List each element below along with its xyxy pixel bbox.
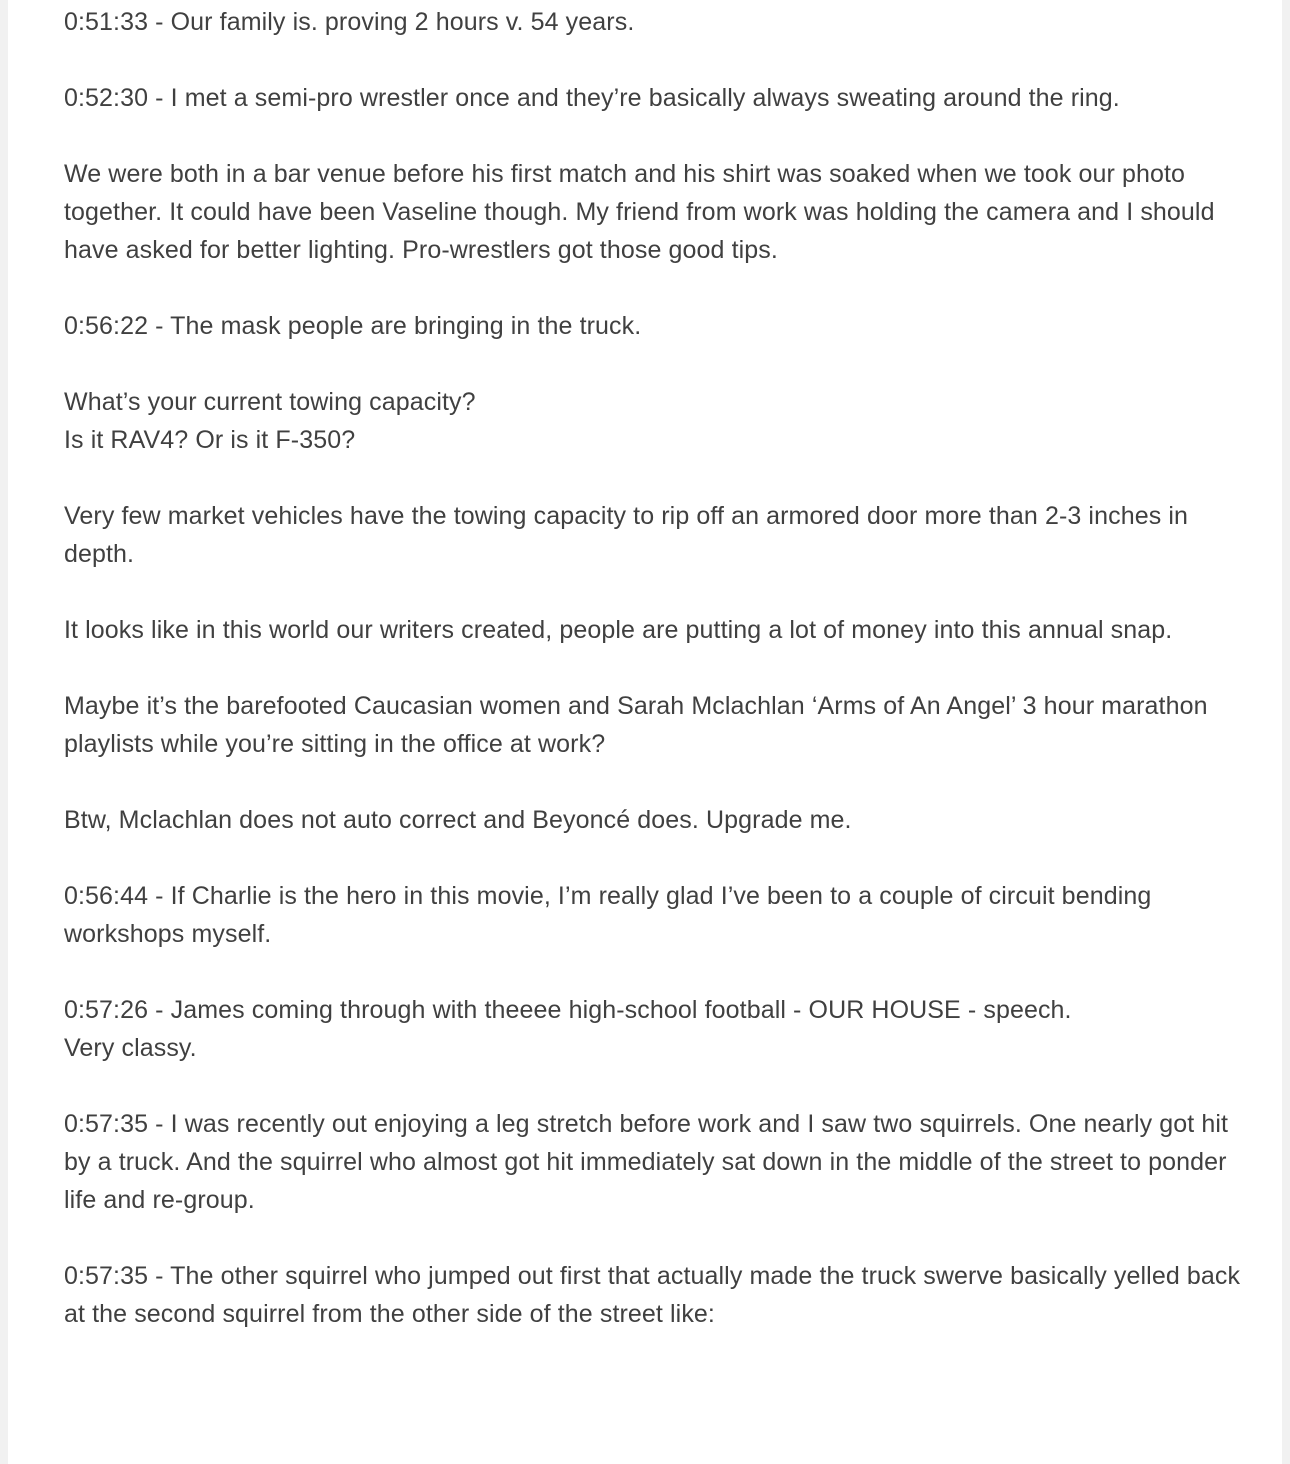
note-paragraph: Very few market vehicles have the towing capacity to rip off an armored door more than 2-3 inches in depth. — [64, 502, 1189, 568]
note-paragraph: It looks like in this world our writers created, people are putting a lot of money into this annual snap. — [64, 616, 1173, 644]
note-paragraph: 0:51:33 - Our family is. proving 2 hours v. 54 years. — [64, 8, 635, 36]
note-paragraph: 0:57:35 - The other squirrel who jumped out first that actually made the truck swerve basically yelled back at the second squirrel from the other side of the street like: — [64, 1262, 1241, 1328]
note-paragraph: 0:56:22 - The mask people are bringing in the truck. — [64, 312, 642, 340]
note-paragraph: Maybe it’s the barefooted Caucasian women and Sarah Mclachlan ‘Arms of An Angel’ 3 hour marathon playlists while you’re sitting in the office at work? — [64, 692, 1208, 758]
note-paragraph: 0:52:30 - I met a semi-pro wrestler once and they’re basically always sweating around the ring. — [64, 84, 1120, 112]
note-paragraph: What’s your current towing capacity? Is it RAV4? Or is it F-350? — [64, 388, 476, 454]
note-paragraph: Btw, Mclachlan does not auto correct and Beyoncé does. Upgrade me. — [64, 806, 852, 834]
note-paragraph: We were both in a bar venue before his first match and his shirt was soaked when we took our photo together. It could have been Vaseline though. My friend from work was holding the camera and I should have asked for better lighting. Pro-wrestlers got those good tips. — [64, 160, 1215, 264]
note-paragraph: 0:57:35 - I was recently out enjoying a leg stretch before work and I saw two squirrels. One nearly got hit by a truck. And the squirrel who almost got hit immediately sat down in the middle of the street to ponder life and re-group. — [64, 1110, 1229, 1214]
note-paragraph: 0:56:44 - If Charlie is the hero in this movie, I’m really glad I’ve been to a couple of circuit bending workshops myself. — [64, 882, 1152, 948]
note-paragraph: 0:57:26 - James coming through with theeee high-school football - OUR HOUSE - speech. Very classy. — [64, 996, 1072, 1062]
note-body[interactable] — [64, 0, 1254, 1333]
note-page — [8, 0, 1282, 1464]
